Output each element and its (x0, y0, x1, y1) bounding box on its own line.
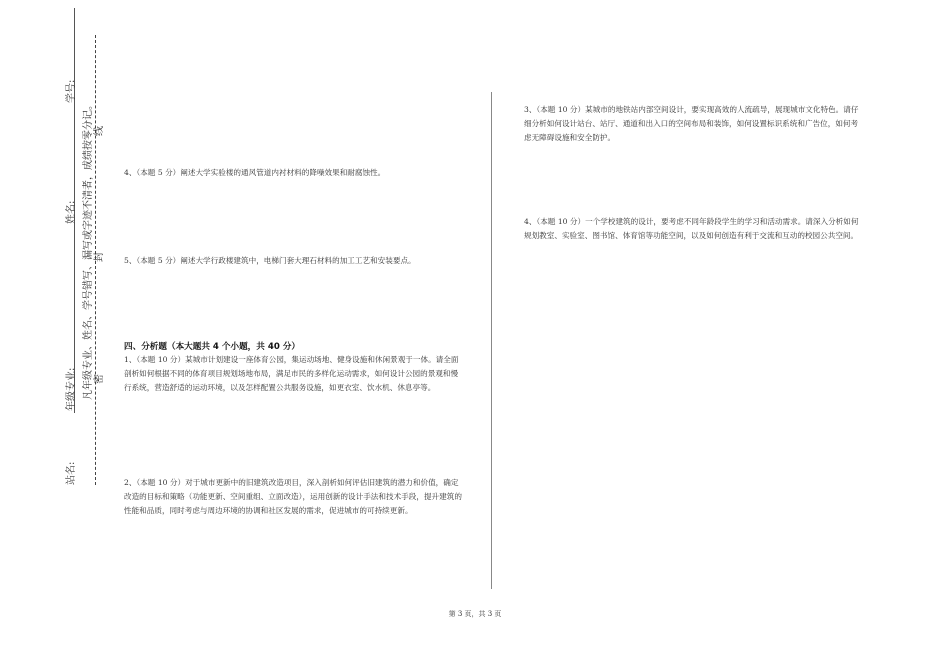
site-label: 站名: (66, 461, 77, 485)
binding-margin (0, 0, 115, 672)
analysis-question-1: 1、（本题 10 分）某城市计划建设一座体育公园，集运动场地、健身设施和休闲景观于一体。请全面剖析如何根据不同的体育项目规划场地布局，满足市民的多样化运动需求，如何设计公园的景观和慢行系统，营造舒适的运动环境，以及怎样配置公共服务设施，如更衣室、饮水机、休息亭等。 (124, 355, 459, 392)
binding-warning-text: 凡年级专业、姓名、学号错写、漏写或字迹不清者，成绩按零分记。 (83, 100, 94, 400)
seal-xian-label: 线 (94, 126, 105, 136)
name-label: 姓名: (66, 200, 77, 224)
major-label: 年级专业: (66, 367, 77, 411)
analysis-question-3: 3、（本题 10 分）某城市的地铁站内部空间设计，要实现高效的人流疏导，展现城市文化特色。请仔细分析如何设计站台、站厅、通道和出入口的空间布局和装饰，如何设置标识系统和广告位，如何考虑无障碍设施和安全防护。 (524, 105, 859, 142)
seal-feng-label: 封 (94, 252, 105, 262)
analysis-question-2: 2、（本题 10 分）对于城市更新中的旧建筑改造项目，深入剖析如何评估旧建筑的潜力和价值，确定改造的目标和策略（功能更新、空间重组、立面改造），运用创新的设计手法和技术手段，提升建筑的性能和品质，同时考虑与周边环境的协调和社区发展的需求，促进城市的可持续更新。 (124, 478, 462, 515)
question-4: 4、（本题 5 分）阐述大学实验楼的通风管道内衬材料的降噪效果和耐腐蚀性。 (124, 168, 386, 177)
column-divider (491, 92, 492, 589)
section-4-title: 四、分析题（本大题共 4 个小题，共 40 分） (124, 342, 301, 352)
student-id-label: 学号: (66, 79, 77, 103)
page-footer: 第 3 页，共 3 页 (448, 610, 502, 618)
seal-mi-label: 密 (94, 374, 105, 384)
analysis-question-4: 4、（本题 10 分）一个学校建筑的设计，要考虑不同年龄段学生的学习和活动需求。请深入分析如何规划教室、实验室、图书馆、体育馆等功能空间，以及如何创造有利于交流和互动的校园公共空间。 (524, 217, 859, 240)
question-5: 5、（本题 5 分）阐述大学行政楼建筑中，电梯门套大理石材料的加工工艺和安装要点。 (124, 256, 416, 265)
